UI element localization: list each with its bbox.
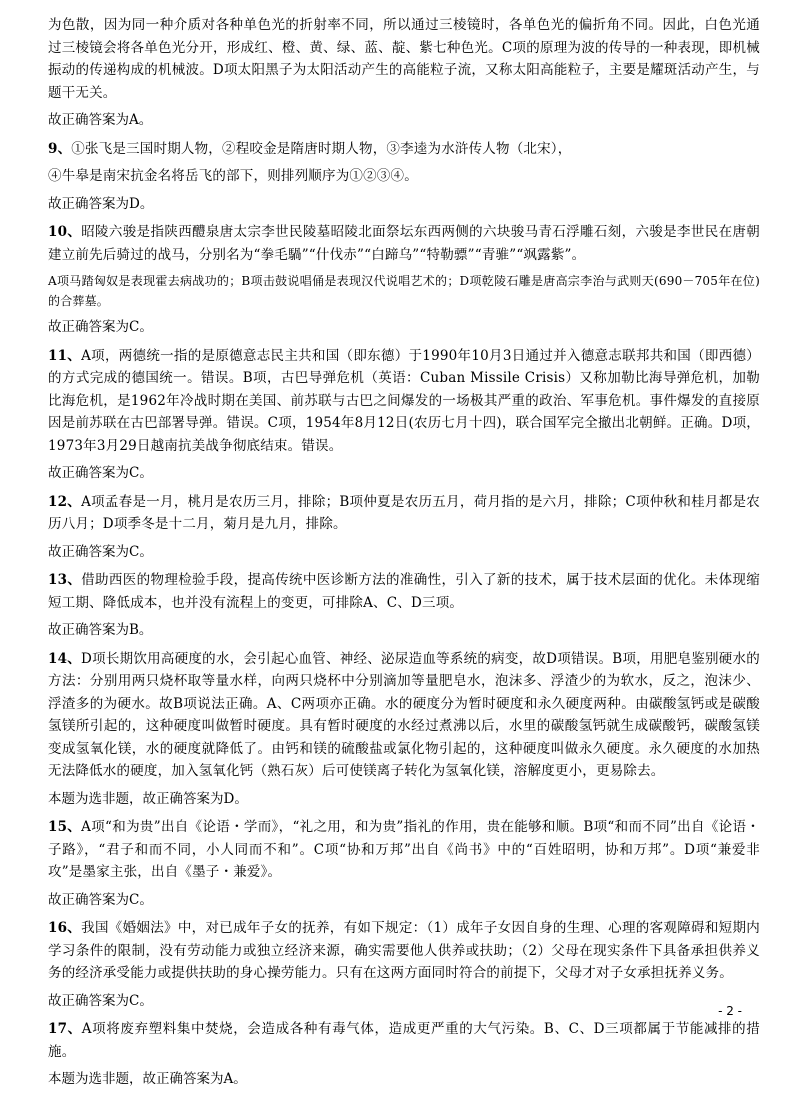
answer-line: 故正确答案为C。: [48, 465, 153, 481]
page-number: - 2 -: [718, 1004, 742, 1018]
answer-line: 故正确答案为C。: [48, 543, 153, 560]
question-12: 12、A项孟春是一月，桃月是农历三月，排除；B项仲夏是农历五月，荷月指的是六月，排除；C项仲秋和桂月都是农历八月；D项季冬是十二月，菊月是九月，排除。: [48, 493, 760, 532]
answer-line: 故正确答案为D。: [48, 195, 154, 212]
answer-line: 本题为选非题，故正确答案为A。: [48, 1071, 247, 1087]
question-11: 11、A项，两德统一指的是原德意志民主共和国（即东德）于1990年10月3日通过并入德意志联邦共和国（即西德）的方式完成的德国统一。错误。B项，古巴导弹危机（英语：Cuban Missile Crisis）又称加勒比海导弹危机，加勒比海危机，是1962年冷战时期在美国、前苏联与古巴之间爆发的一场极其严重的政治、军事危机。事件爆发的直接原因是前苏联在古巴部署导弹。错误。C项，1954年8月12日(农历七月十四)，联合国军完全撤出北朝鲜。正确。D项，1973年3月29日越南抗美战争彻底结束。错误。: [48, 347, 760, 454]
answer-line: 故正确答案为A。: [48, 112, 153, 128]
question-14: 14、D项长期饮用高硬度的水，会引起心血管、神经、泌尿造血等系统的病变，故D项错误。B项，用肥皂鉴别硬水的方法：分别用两只烧杯取等量水样，向两只烧杯中分别滴加等量肥皂水，泡沫多、浮渣少的为软水，反之，泡沫少、浮渣多的为硬水。故B项说法正确。A、C两项亦正确。水的硬度分为暂时硬度和永久硬度两种。由碳酸氢钙或是碳酸氢镁所引起的，这种硬度叫做暂时硬度。具有暂时硬度的水经过煮沸以后，水里的碳酸氢钙就生成碳酸钙，碳酸氢镁变成氢氧化镁，水的硬度就降低了。由钙和镁的硫酸盐或氯化物引起的，这种硬度叫做永久硬度。永久硬度的水加热无法降低水的硬度，加入氢氧化钙（熟石灰）后可使镁离子转化为氢氧化镁，溶解度更小，更易除去。: [48, 650, 760, 779]
answer-line: 故正确答案为B。: [48, 622, 153, 638]
paragraph: A项马踏匈奴是表现霍去病战功的；B项击鼓说唱俑是表现汉代说唱艺术的；D项乾陵石雕是唐高宗李治与武则天(690－705年在位)的合葬墓。: [48, 274, 760, 308]
question-15: 15、A项“和为贵”出自《论语・学而》，“礼之用，和为贵”指礼的作用，贵在能够和顺。B项“和而不同”出自《论语・子路》，“君子和而不同，小人同而不和”。C项“协和万邦”出自《尚书》中的“百姓昭明，协和万邦”。D项“兼爱非攻”是墨家主张，出自《墨子・兼爱》。: [48, 819, 760, 880]
question-9: 9、①张飞是三国时期人物，②程咬金是隋唐时期人物，③李逵为水浒传人物（北宋），: [48, 140, 572, 157]
question-10: 10、昭陵六骏是指陕西醴泉唐太宗李世民陵墓昭陵北面祭坛东西两侧的六块骏马青石浮雕石刻，六骏是李世民在唐朝建立前先后骑过的战马，分别名为“拳毛騧”“什伐赤”“白蹄乌”“特勒骠”“青骓”“飒露紫”。: [48, 224, 760, 263]
paragraph: 为色散，因为同一种介质对各种单色光的折射率不同，所以通过三棱镜时，各单色光的偏折角不同。因此，白色光通过三棱镜会将各单色光分开，形成红、橙、黄、绿、蓝、靛、紫七种色光。C项的原理为波的传导的一种表现，即机械振动的传递构成的机械波。D项太阳黑子为太阳活动产生的高能粒子流，又称太阳高能粒子，主要是耀斑活动产生，与题干无关。: [48, 17, 760, 101]
answer-line: 故正确答案为C。: [48, 891, 153, 908]
question-13: 13、借助西医的物理检验手段，提高传统中医诊断方法的准确性，引入了新的技术，属于技术层面的优化。未体现缩短工期、降低成本，也并没有流程上的变更，可排除A、C、D三项。: [48, 572, 760, 611]
document-body: [48, 14, 760, 1097]
answer-line: 故正确答案为C。: [48, 992, 153, 1009]
paragraph: ④牛皋是南宋抗金名将岳飞的部下，则排列顺序为①②③④。: [48, 168, 418, 184]
question-17: 17、A项将废弃塑料集中焚烧，会造成各种有毒气体，造成更严重的大气污染。B、C、D三项都属于节能减排的措施。: [48, 1021, 761, 1060]
answer-line: 故正确答案为C。: [48, 319, 153, 335]
answer-line: 本题为选非题，故正确答案为D。: [48, 790, 248, 807]
question-16: 16、我国《婚姻法》中，对已成年子女的抚养，有如下规定：（1）成年子女因自身的生理、心理的客观障碍和短期内学习条件的限制，没有劳动能力或独立经济来源，确实需要他人供养或扶助；（2）父母在现实条件下具备承担供养义务的经济承受能力或提供扶助的身心操劳能力。只有在这两方面同时符合的前提下，父母才对子女承担抚养义务。: [48, 920, 761, 981]
